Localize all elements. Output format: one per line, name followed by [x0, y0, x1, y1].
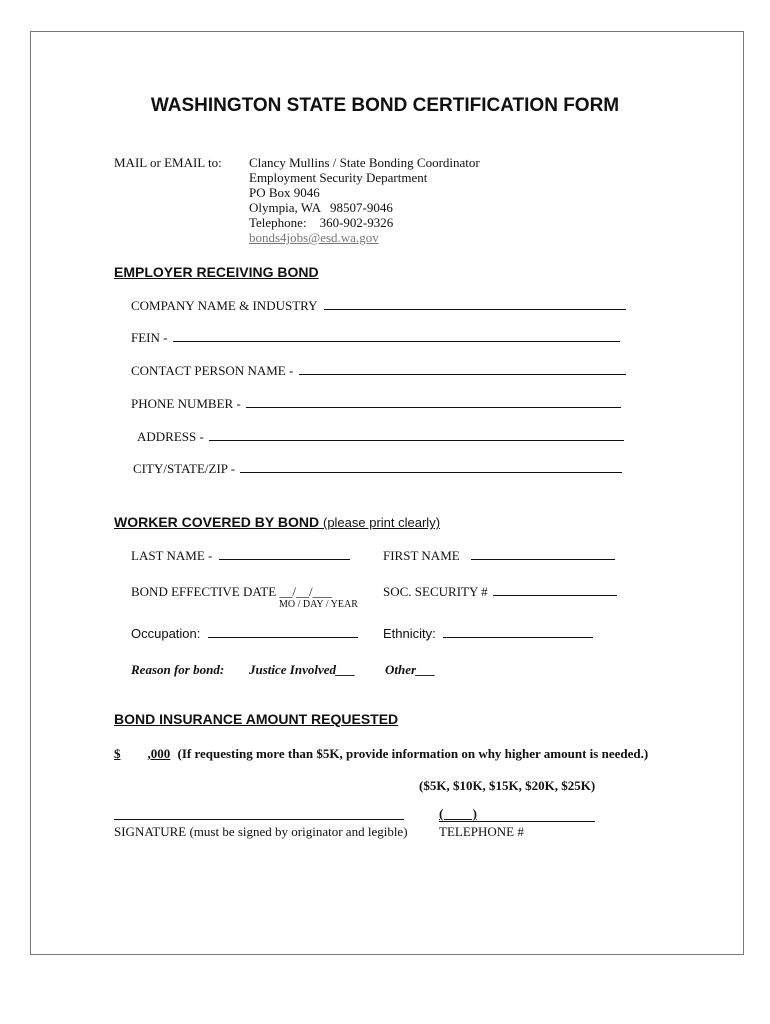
- ssn-label: SOC. SECURITY #: [383, 584, 488, 599]
- amount-suffix: ,000: [147, 746, 171, 761]
- address-label: ADDRESS -: [137, 429, 204, 444]
- fein-input-line[interactable]: [173, 330, 620, 342]
- city-label: CITY/STATE/ZIP -: [133, 461, 236, 476]
- mail-line-2: Employment Security Department: [249, 170, 428, 185]
- ethnicity-field[interactable]: [383, 626, 593, 641]
- mail-line-5: Telephone: 360-902-9326: [249, 215, 394, 230]
- ssn-input-line[interactable]: [493, 584, 617, 596]
- signature-label: SIGNATURE (must be signed by originator and legible): [114, 824, 408, 839]
- insurance-heading: BOND INSURANCE AMOUNT REQUESTED: [114, 711, 399, 727]
- amount-field[interactable]: [114, 746, 648, 762]
- last-name-label: LAST NAME -: [131, 548, 213, 563]
- company-field[interactable]: [131, 298, 626, 313]
- address-field[interactable]: [137, 429, 624, 444]
- worker-heading-text: WORKER COVERED BY BOND: [114, 514, 320, 530]
- contact-label: CONTACT PERSON NAME -: [131, 363, 294, 378]
- phone-field[interactable]: [131, 396, 621, 411]
- signature-line[interactable]: [114, 819, 404, 820]
- mail-line-4: Olympia, WA 98507-9046: [249, 200, 393, 215]
- telephone-label: TELEPHONE #: [439, 824, 524, 839]
- other-option[interactable]: Other___: [385, 662, 436, 677]
- email-link[interactable]: bonds4jobs@esd.wa.gov: [249, 230, 379, 245]
- contact-field[interactable]: [131, 363, 626, 378]
- fein-label: FEIN -: [131, 330, 168, 345]
- worker-heading-note: (please print clearly): [322, 515, 441, 530]
- phone-label: PHONE NUMBER -: [131, 396, 241, 411]
- telephone-area-code[interactable]: ( ): [439, 806, 477, 821]
- company-label: COMPANY NAME & INDUSTRY: [131, 298, 317, 313]
- city-field[interactable]: [133, 461, 622, 476]
- fein-field[interactable]: [131, 330, 620, 345]
- form-title: WASHINGTON STATE BOND CERTIFICATION FORM: [150, 95, 620, 116]
- bond-date-field[interactable]: BOND EFFECTIVE DATE __/__/___: [131, 584, 333, 599]
- mail-line-3: PO Box 9046: [249, 185, 320, 200]
- first-name-label: FIRST NAME: [383, 548, 460, 563]
- company-input-line[interactable]: [324, 298, 626, 310]
- city-input-line[interactable]: [240, 461, 622, 473]
- first-name-field[interactable]: [383, 548, 615, 563]
- contact-input-line[interactable]: [299, 363, 626, 375]
- telephone-line[interactable]: [439, 821, 595, 822]
- last-name-input-line[interactable]: [219, 548, 350, 560]
- occupation-label: Occupation:: [131, 626, 201, 641]
- amount-options: ($5K, $10K, $15K, $20K, $25K): [419, 778, 596, 793]
- address-input-line[interactable]: [209, 429, 624, 441]
- amount-note: (If requesting more than $5K, provide information on why higher amount is needed.): [177, 746, 649, 761]
- ethnicity-label: Ethnicity:: [383, 626, 436, 641]
- amount-input[interactable]: [114, 746, 170, 761]
- ssn-field[interactable]: [383, 584, 617, 599]
- first-name-input-line[interactable]: [471, 548, 615, 560]
- reason-label: Reason for bond:: [131, 662, 225, 677]
- last-name-field[interactable]: [131, 548, 350, 563]
- phone-input-line[interactable]: [246, 396, 621, 408]
- mail-address-block: [249, 155, 480, 245]
- mail-line-1: Clancy Mullins / State Bonding Coordinator: [249, 155, 480, 170]
- occupation-field[interactable]: [131, 626, 358, 641]
- amount-prefix: $: [114, 746, 121, 761]
- date-format-hint: MO / DAY / YEAR: [279, 599, 358, 610]
- mail-label: MAIL or EMAIL to:: [114, 155, 222, 170]
- ethnicity-input-line[interactable]: [443, 626, 593, 638]
- justice-option[interactable]: Justice Involved___: [249, 662, 356, 677]
- employer-heading: EMPLOYER RECEIVING BOND: [114, 264, 319, 280]
- worker-heading: [114, 514, 440, 530]
- occupation-input-line[interactable]: [208, 626, 358, 638]
